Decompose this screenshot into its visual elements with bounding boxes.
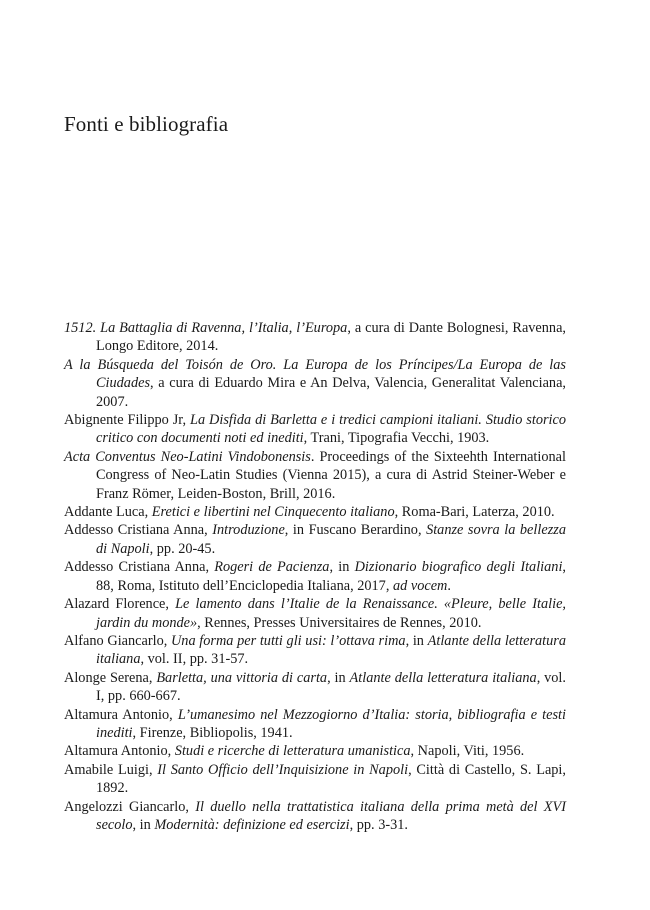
entry-text: , in: [327, 669, 350, 686]
bibliography-entry: [64, 521, 566, 558]
entry-title-italic: Modernità: definizione ed esercizi: [154, 816, 350, 833]
entry-text: , pp. 20-45.: [149, 540, 216, 557]
bibliography-entry: [64, 706, 566, 743]
bibliography-entry: [64, 669, 566, 706]
entry-text: , 88, Roma, Istituto dell’Enciclopedia Italiana, 2017,: [96, 559, 566, 594]
page-title: Fonti e bibliografia: [64, 112, 229, 136]
entry-title-italic: Stanze sovra la bellezza di Napoli: [96, 522, 566, 557]
entry-text: , vol. I, pp. 660-667.: [96, 669, 566, 705]
entry-text: , Firenze, Bibliopolis, 1941.: [132, 724, 293, 741]
entry-title-italic: Atlante della letteratura italiana: [349, 669, 537, 686]
bibliography-entry: [64, 356, 566, 411]
entry-text: Addante Luca,: [64, 504, 152, 521]
bibliography-entry: [64, 558, 566, 595]
entry-text: , pp. 3-31.: [349, 816, 408, 833]
entry-text: Altamura Antonio,: [64, 743, 175, 760]
entry-title-italic: Dizionario biografico degli Italiani: [354, 559, 563, 576]
bibliography-entry: [64, 319, 566, 356]
entry-text: , a cura di Dante Bolognesi, Ravenna, Longo Editore, 2014.: [96, 320, 566, 355]
entry-text: , Napoli, Viti, 1956.: [410, 743, 525, 760]
entry-text: Alazard Florence,: [64, 596, 176, 613]
entry-text: , in: [405, 632, 428, 649]
entry-text: , in: [132, 816, 155, 833]
entry-text: , a cura di Eduardo Mira e An Delva, Valencia, Generalitat Valenciana, 2007.: [96, 375, 566, 410]
entry-title-italic: Atlante della letteratura italiana: [96, 632, 566, 668]
entry-title-italic: Eretici e libertini nel Cinquecento italiano: [151, 504, 395, 521]
entry-text: Abignente Filippo Jr,: [64, 412, 191, 429]
entry-text: , Trani, Tipografia Vecchi, 1903.: [303, 430, 490, 447]
entry-text: , Roma-Bari, Laterza, 2010.: [394, 504, 555, 521]
bibliography-entry: [64, 742, 566, 760]
entry-title-italic: Il duello nella trattatistica italiana della prima metà del XVI secolo: [96, 798, 566, 833]
entry-title-italic: A la Búsqueda del Toisón de Oro. La Europa de los Príncipes/La Europa de las Ciudades: [64, 356, 566, 392]
entry-text: , Città di Castello, S. Lapi, 1892.: [96, 761, 566, 797]
entry-title-italic: L’umanesimo nel Mezzogiorno d’Italia: storia, bibliografia e testi inediti: [96, 706, 566, 741]
entry-title-italic: Studi e ricerche di letteratura umanistica: [174, 743, 411, 760]
entry-text: Angelozzi Giancarlo,: [64, 798, 196, 815]
bibliography-entry: [64, 411, 566, 448]
entry-text: , in: [329, 559, 355, 576]
entry-text: Addesso Cristiana Anna,: [64, 522, 213, 539]
entry-text: Alfano Giancarlo,: [64, 632, 171, 649]
entry-title-italic: 1512. La Battaglia di Ravenna, l’Italia, l’Europa: [64, 320, 348, 336]
entry-text: Addesso Cristiana Anna,: [64, 559, 215, 576]
bibliography-entry: [64, 761, 566, 798]
entry-text: , Rennes, Presses Universitaires de Rennes, 2010.: [197, 614, 482, 631]
bibliography-entry: [64, 448, 566, 503]
entry-text: , vol. II, pp. 31-57.: [140, 651, 249, 668]
bibliography-entry: [64, 798, 566, 835]
entry-text: .: [447, 577, 451, 594]
entry-title-italic: Acta Conventus Neo-Latini Vindobonensis: [64, 448, 311, 465]
entry-title-italic: Rogeri de Pacienza: [214, 559, 330, 576]
entry-text: . Proceedings of the Sixteehth International Congress of Neo-Latin Studies (Vienna 2015), a cura di Astrid Steiner-Weber e Franz Römer, Leiden-Boston, Brill, 2016.: [96, 448, 566, 502]
bibliography-list: [64, 319, 566, 834]
bibliography-entry: [64, 632, 566, 669]
entry-text: Altamura Antonio,: [64, 706, 178, 723]
entry-title-italic: Il Santo Officio dell’Inquisizione in Napoli: [157, 761, 409, 778]
entry-title-italic: Le lamento dans l’Italie de la Renaissance. «Pleure, belle Italie, jardin du monde»: [96, 596, 567, 631]
bibliography-entry: [64, 503, 566, 521]
entry-text: Alonge Serena,: [64, 669, 157, 686]
entry-text: Amabile Luigi,: [64, 761, 158, 778]
entry-title-italic: ad vocem: [392, 577, 448, 594]
bibliography-entry: [64, 595, 566, 632]
entry-title-italic: Barletta, una vittoria di carta: [156, 669, 328, 686]
entry-title-italic: La Disfida di Barletta e i tredici campioni italiani. Studio storico critico con documenti noti ed inediti: [96, 412, 567, 447]
entry-title-italic: Introduzione: [212, 522, 285, 539]
entry-title-italic: Una forma per tutti gli usi: l’ottava rima: [170, 632, 406, 649]
entry-text: , in Fuscano Berardino,: [284, 522, 427, 539]
